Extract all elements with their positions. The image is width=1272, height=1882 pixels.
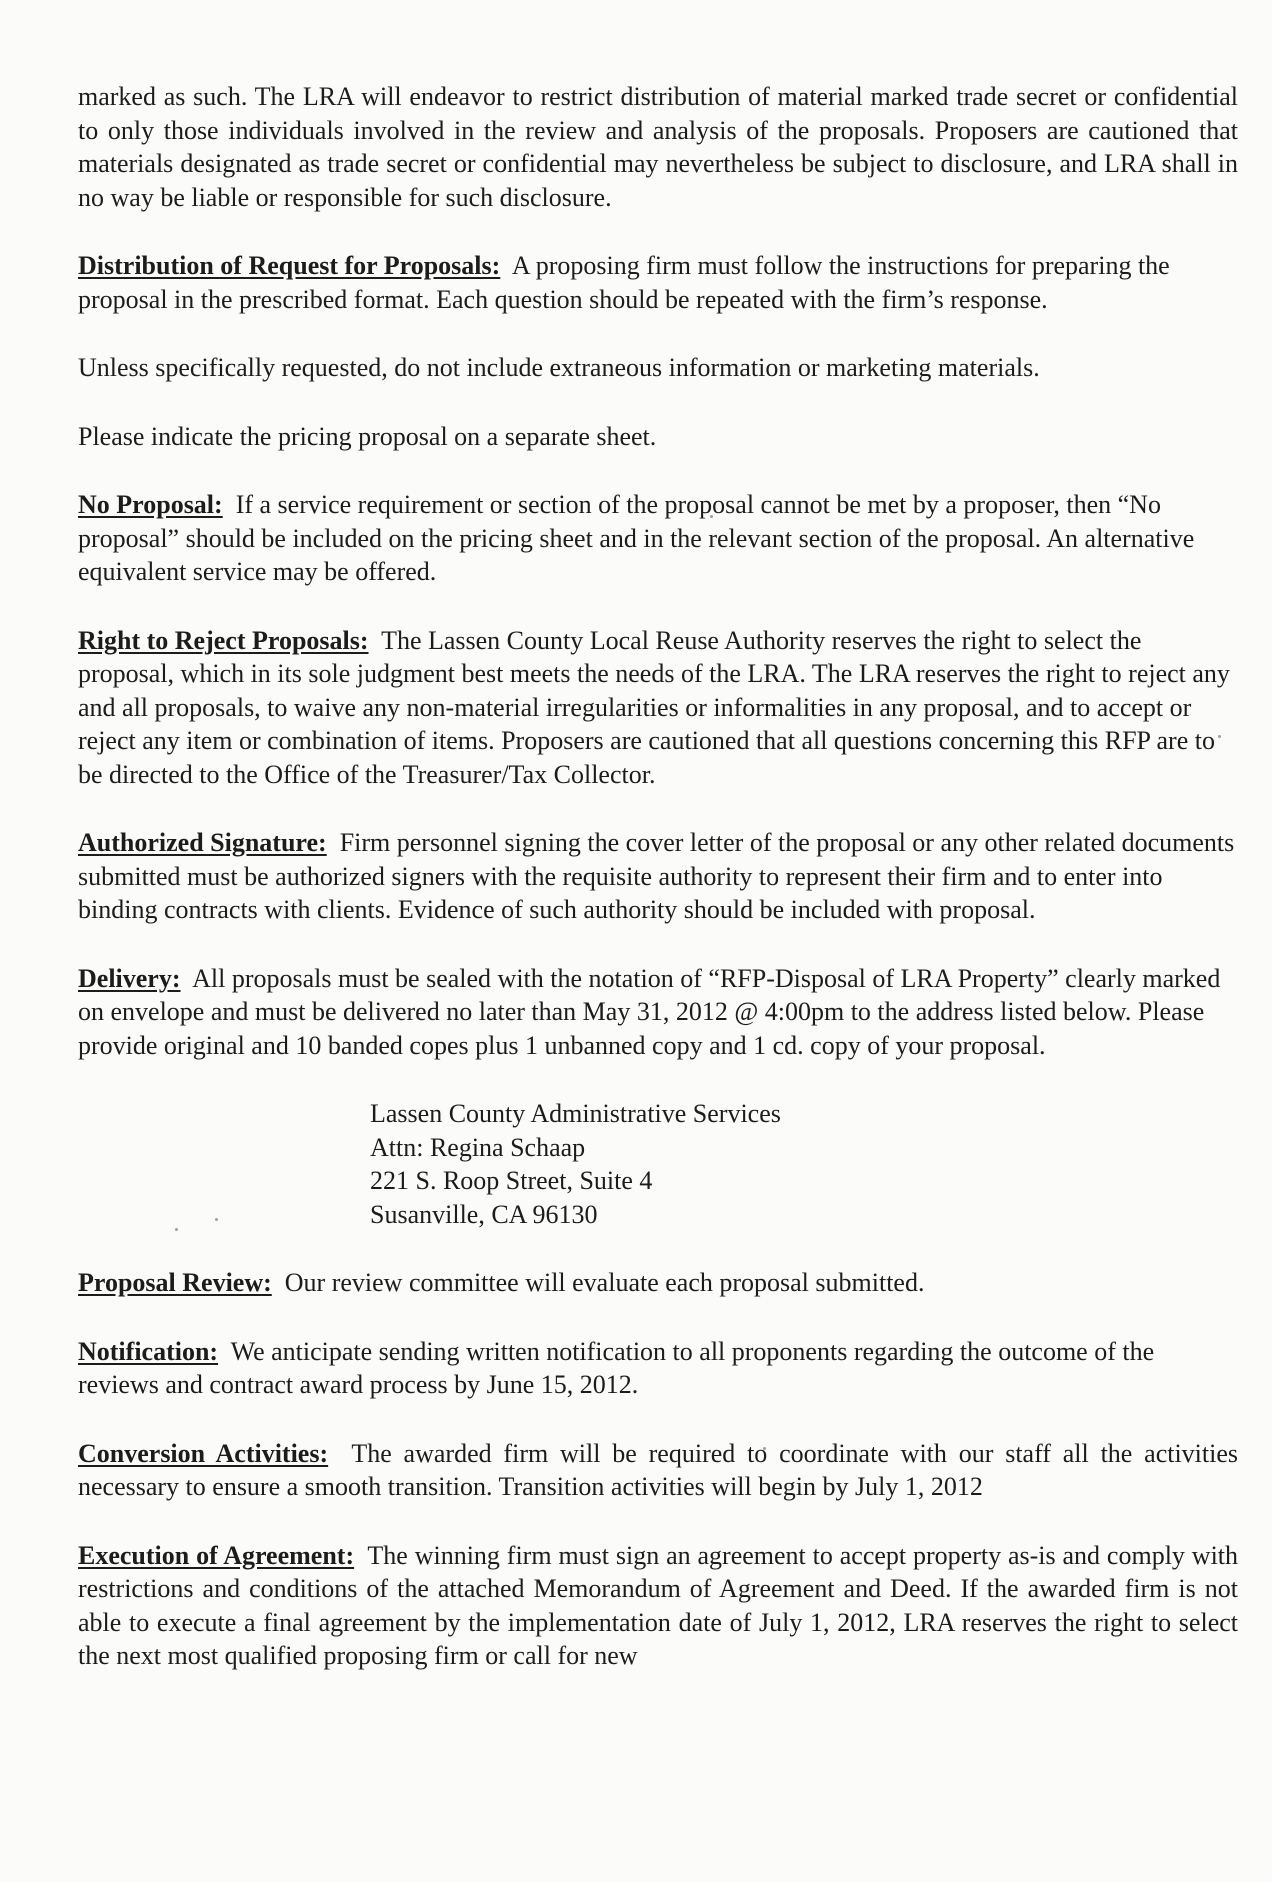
document-body bbox=[78, 80, 1238, 1708]
proposal-review-heading: Proposal Review: bbox=[78, 1268, 272, 1297]
pricing-paragraph: Please indicate the pricing proposal on a separate sheet. bbox=[78, 421, 657, 451]
no-proposal-heading: No Proposal: bbox=[78, 490, 223, 519]
delivery-heading: Delivery: bbox=[78, 963, 181, 993]
delivery-body: All proposals must be sealed with the notation of “RFP-Disposal of LRA Property” clearly marked on envelope and must be delivered no later than May 31, 2012 @ 4:00pm to the address listed below. Please provide original and 10 banded copes plus 1 unbanned copy and 1 cd. copy of your proposal. bbox=[78, 963, 1221, 1060]
address-line: 221 S. Roop Street, Suite 4 bbox=[370, 1166, 653, 1195]
authorized-signature-heading: Authorized Signature: bbox=[78, 828, 327, 857]
execution-heading: Execution of Agreement: bbox=[78, 1540, 355, 1570]
conversion-section bbox=[78, 1437, 1238, 1504]
mailing-address bbox=[370, 1097, 1238, 1231]
execution-body: The winning firm must sign an agreement to accept property as-is and comply with restrictions and conditions of the attached Memorandum of Agreement and Deed. If the awarded firm is not able to execute a final agreement by the implementation date of July 1, 2012, LRA reserves the right to select the next most qualified proposing firm or call for new bbox=[78, 1540, 1239, 1670]
proposal-review-section bbox=[78, 1266, 1238, 1300]
notification-heading: Notification: bbox=[78, 1336, 219, 1366]
distribution-body: A proposing firm must follow the instructions for preparing the proposal in the prescribed format. Each question should be repeated with the firm’s response. bbox=[78, 251, 1170, 314]
address-line: Attn: Regina Schaap bbox=[370, 1132, 586, 1162]
authorized-signature-body: Firm personnel signing the cover letter of the proposal or any other related documents submitted must be authorized signers with the requisite authority to represent their firm and to enter into binding contracts with clients. Evidence of such authority should be included with proposal. bbox=[78, 828, 1235, 924]
right-to-reject-heading: Right to Reject Proposals: bbox=[78, 625, 369, 655]
distribution-section bbox=[78, 249, 1238, 316]
unless-paragraph: Unless specifically requested, do not include extraneous information or marketing materials. bbox=[78, 353, 1040, 382]
right-to-reject-section bbox=[78, 624, 1238, 792]
distribution-heading: Distribution of Request for Proposals: bbox=[78, 251, 501, 280]
no-proposal-section bbox=[78, 488, 1238, 589]
right-to-reject-body: The Lassen County Local Reuse Authority reserves the right to select the proposal, which in its sole judgment best meets the needs of the LRA. The LRA reserves the right to reject any and all proposals, to waive any non-material irregularities or informalities in any proposal, and to accept or reject any item or combination of items. Proposers are cautioned that all questions concerning this RFP are to be directed to the Office of the Treasurer/Tax Collector. bbox=[78, 625, 1230, 789]
execution-section bbox=[78, 1539, 1238, 1673]
conversion-body: The awarded firm will be required to coordinate with our staff all the activities necessary to ensure a smooth transition. Transition activities will begin by July 1, 2012 bbox=[78, 1438, 1239, 1501]
proposal-review-body: Our review committee will evaluate each proposal submitted. bbox=[284, 1268, 925, 1297]
notification-body: We anticipate sending written notification to all proponents regarding the outcome of the reviews and contract award process by June 15, 2012. bbox=[78, 1336, 1155, 1399]
address-line: Susanville, CA 96130 bbox=[370, 1199, 598, 1229]
delivery-section bbox=[78, 962, 1238, 1063]
conversion-heading: Conversion Activities: bbox=[78, 1438, 329, 1468]
authorized-signature-section bbox=[78, 826, 1238, 927]
no-proposal-body: If a service requirement or section of the proposal cannot be met by a proposer, then “No proposal” should be included on the pricing sheet and in the relevant section of the proposal. An alternative equivalent service may be offered. bbox=[78, 490, 1195, 586]
address-line: Lassen County Administrative Services bbox=[370, 1099, 781, 1128]
notification-section bbox=[78, 1335, 1238, 1402]
intro-paragraph: marked as such. The LRA will endeavor to restrict distribution of material marked trade secret or confidential to only those individuals involved in the review and analysis of the proposals. Proposers are cautioned that materials designated as trade secret or confidential may nevertheless be subject to disclosure, and LRA shall in no way be liable or responsible for such disclosure. bbox=[78, 82, 1238, 212]
